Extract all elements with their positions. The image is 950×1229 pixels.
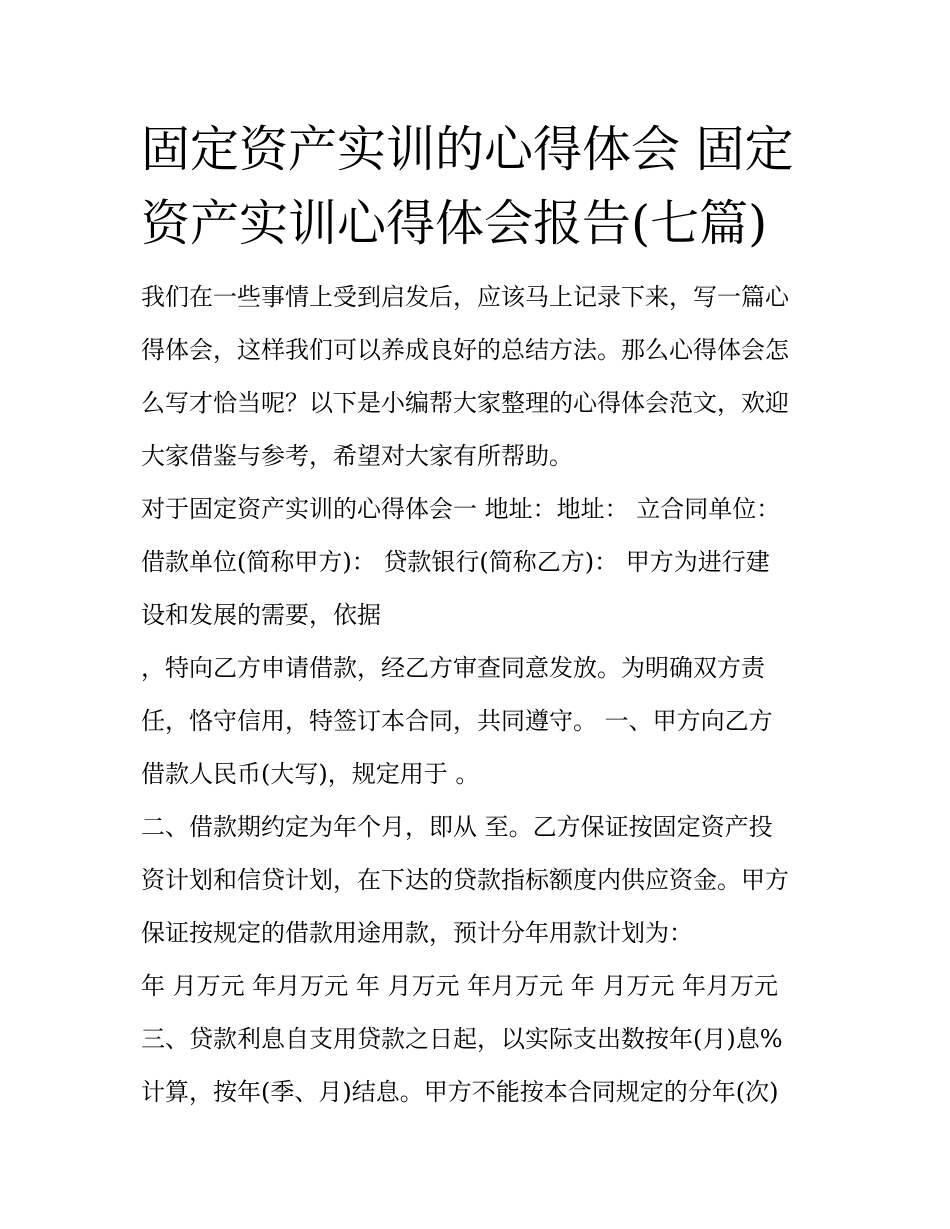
body-line: ，特向乙方申请借款，经乙方审查同意发放。为明确双方责 xyxy=(141,654,765,682)
body-line: 保证按规定的借款用途用款，预计分年用款计划为： xyxy=(141,919,693,947)
body-line: 计算，按年(季、月)结息。甲方不能按本合同规定的分年(次) xyxy=(141,1078,779,1106)
body-line: 么写才恰当呢？以下是小编帮大家整理的心得体会范文，欢迎 xyxy=(141,389,789,417)
title-line: 固定资产实训的心得体会 固定 xyxy=(141,121,794,178)
body-line: 对于固定资产实训的心得体会一 地址：地址： 立合同单位： xyxy=(141,495,781,523)
body-line: 资计划和信贷计划，在下达的贷款指标额度内供应资金。甲方 xyxy=(141,866,789,894)
document-content xyxy=(141,113,821,1125)
body-line: 得体会，这样我们可以养成良好的总结方法。那么心得体会怎 xyxy=(141,336,789,364)
document-body xyxy=(141,277,821,1113)
body-line: 大家借鉴与参考，希望对大家有所帮助。 xyxy=(141,442,573,470)
document-title xyxy=(141,113,821,261)
body-line: 二、借款期约定为年个月，即从 至。乙方保证按固定资产投 xyxy=(141,813,773,841)
title-line: 资产实训心得体会报告(七篇) xyxy=(141,195,768,252)
body-line: 三、贷款利息自支用贷款之日起，以实际支出数按年(月)息% xyxy=(141,1025,783,1053)
body-line: 借款单位(简称甲方)： 贷款银行(简称乙方)： 甲方为进行建 xyxy=(141,548,770,576)
body-line: 年 月万元 年月万元 年 月万元 年月万元 年 月万元 年月万元 xyxy=(141,972,779,1000)
body-line: 任，恪守信用，特签订本合同，共同遵守。 一、甲方向乙方 xyxy=(141,707,773,735)
body-line: 设和发展的需要，依据 xyxy=(141,601,381,629)
body-line: 我们在一些事情上受到启发后，应该马上记录下来，写一篇心 xyxy=(141,283,789,311)
body-line: 借款人民币(大写)，规定用于 。 xyxy=(141,760,480,788)
